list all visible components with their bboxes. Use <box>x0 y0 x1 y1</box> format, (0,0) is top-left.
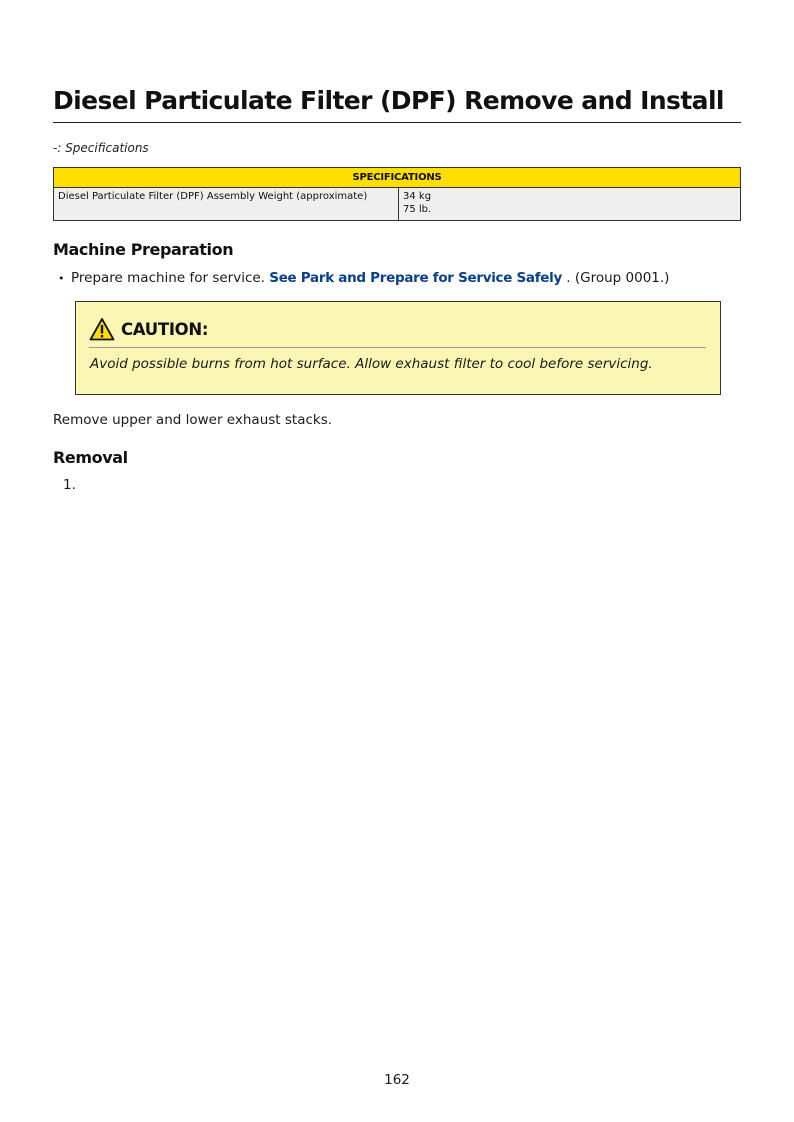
caution-title: CAUTION: <box>121 319 209 339</box>
bullet-suffix: . (Group 0001.) <box>566 270 670 286</box>
instruction-paragraph: Remove upper and lower exhaust stacks. <box>53 412 333 428</box>
spec-value-cell <box>399 188 741 221</box>
warning-triangle-icon <box>89 317 115 341</box>
spec-value-metric: 34 kg <box>403 191 432 202</box>
caution-divider <box>89 347 706 348</box>
machine-preparation-heading: Machine Preparation <box>53 240 234 259</box>
spec-name-cell: Diesel Particulate Filter (DPF) Assembly Weight (approximate) <box>54 188 399 221</box>
caution-text: Avoid possible burns from hot surface. Allow exhaust filter to cool before servicing. <box>90 356 653 372</box>
specifications-header-row <box>54 168 741 188</box>
step-number: 1. <box>63 477 76 493</box>
caution-header <box>89 316 208 342</box>
bullet-icon: • <box>58 272 65 285</box>
specifications-caption: -: Specifications <box>53 141 149 155</box>
title-divider <box>53 122 741 123</box>
bullet-text: Prepare machine for service. <box>71 270 265 286</box>
spec-value-imperial: 75 lb. <box>403 204 432 215</box>
specifications-table <box>53 167 741 221</box>
removal-heading: Removal <box>53 448 128 467</box>
page-title: Diesel Particulate Filter (DPF) Remove and Install <box>53 86 724 115</box>
list-item <box>58 270 669 286</box>
document-page <box>53 0 741 1122</box>
caution-box <box>75 301 721 395</box>
page-number: 162 <box>384 1072 410 1088</box>
table-row <box>54 188 741 221</box>
specifications-header: SPECIFICATIONS <box>54 168 741 188</box>
park-and-prepare-link[interactable]: See Park and Prepare for Service Safely <box>269 270 562 286</box>
